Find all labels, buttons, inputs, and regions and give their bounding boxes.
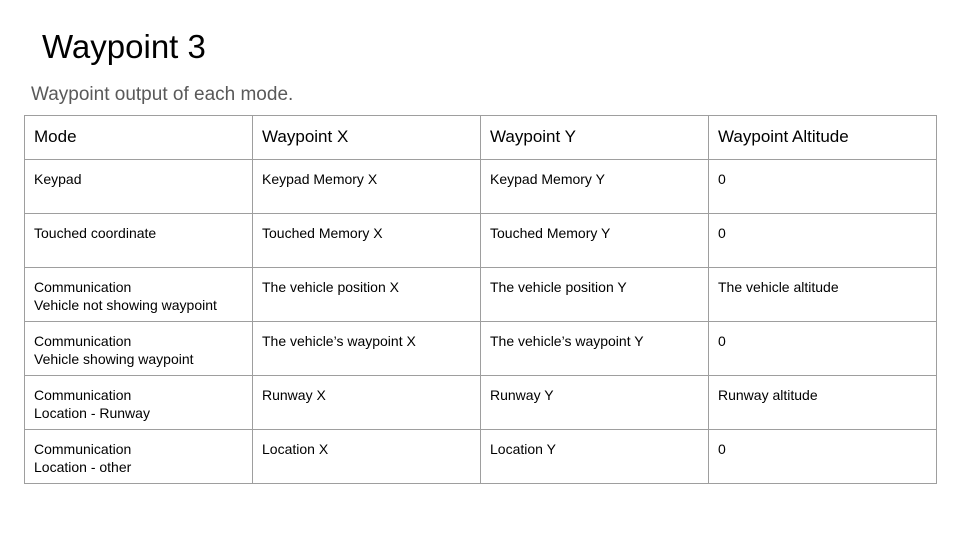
table-row — [25, 160, 937, 214]
waypoint-altitude-cell: 0 — [709, 214, 937, 268]
waypoint-y-cell: The vehicle position Y — [481, 268, 709, 322]
mode-cell — [25, 214, 253, 268]
table-row — [25, 376, 937, 430]
waypoint-y-cell: Runway Y — [481, 376, 709, 430]
waypoint-y-cell: Location Y — [481, 430, 709, 484]
mode-line: Communication — [34, 333, 132, 349]
mode-line: Touched coordinate — [34, 225, 157, 241]
waypoint-altitude-cell: 0 — [709, 430, 937, 484]
mode-detail-line: Location - other — [34, 459, 132, 475]
mode-detail-line: Vehicle not showing waypoint — [34, 297, 217, 313]
waypoint-output-table — [24, 115, 937, 484]
mode-cell — [25, 376, 253, 430]
waypoint-x-cell: Touched Memory X — [253, 214, 481, 268]
waypoint-x-cell: The vehicle’s waypoint X — [253, 322, 481, 376]
waypoint-altitude-cell: The vehicle altitude — [709, 268, 937, 322]
mode-detail-line: Location - Runway — [34, 405, 150, 421]
table-row — [25, 268, 937, 322]
waypoint-y-cell: Touched Memory Y — [481, 214, 709, 268]
mode-detail-line: Vehicle showing waypoint — [34, 351, 194, 367]
slide-subtitle: Waypoint output of each mode. — [31, 84, 294, 105]
waypoint-y-cell: Keypad Memory Y — [481, 160, 709, 214]
table-row — [25, 322, 937, 376]
header-waypoint-x: Waypoint X — [253, 116, 481, 160]
waypoint-altitude-cell: 0 — [709, 160, 937, 214]
mode-cell — [25, 268, 253, 322]
waypoint-x-cell: Runway X — [253, 376, 481, 430]
mode-line: Communication — [34, 441, 132, 457]
waypoint-x-cell: Keypad Memory X — [253, 160, 481, 214]
header-mode: Mode — [25, 116, 253, 160]
mode-line: Communication — [34, 279, 132, 295]
mode-cell — [25, 160, 253, 214]
waypoint-x-cell: Location X — [253, 430, 481, 484]
slide-title: Waypoint 3 — [42, 28, 206, 65]
waypoint-y-cell: The vehicle’s waypoint Y — [481, 322, 709, 376]
mode-cell — [25, 430, 253, 484]
mode-cell — [25, 322, 253, 376]
header-waypoint-altitude: Waypoint Altitude — [709, 116, 937, 160]
header-waypoint-y: Waypoint Y — [481, 116, 709, 160]
table-header-row — [25, 116, 937, 160]
table-row — [25, 430, 937, 484]
table-row — [25, 214, 937, 268]
waypoint-altitude-cell: 0 — [709, 322, 937, 376]
mode-line: Keypad — [34, 171, 82, 187]
mode-line: Communication — [34, 387, 132, 403]
waypoint-altitude-cell: Runway altitude — [709, 376, 937, 430]
waypoint-x-cell: The vehicle position X — [253, 268, 481, 322]
